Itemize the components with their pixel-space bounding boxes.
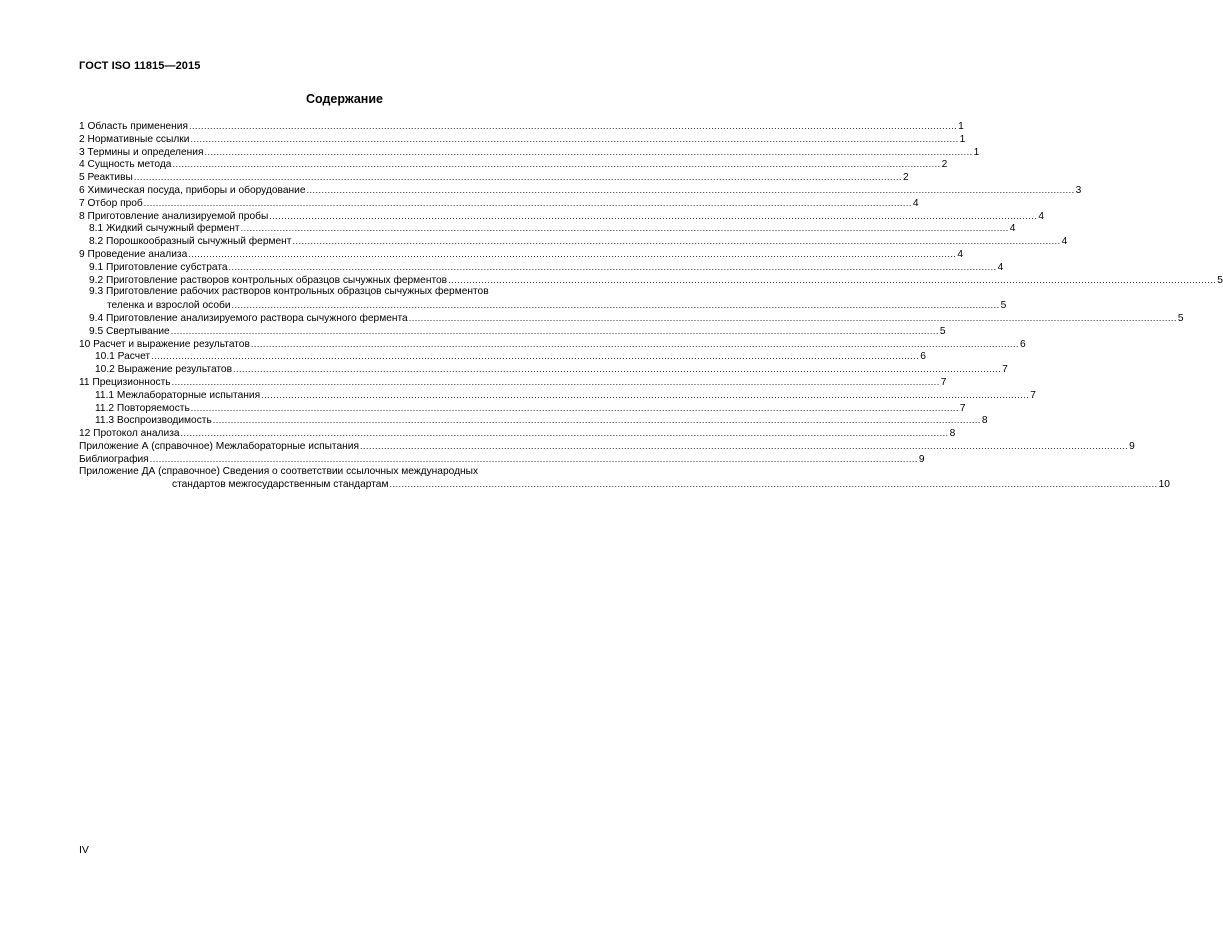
toc-entry[interactable] [79,235,1068,248]
toc-entry-page: 8 [981,415,988,427]
dot-leader [204,146,972,159]
toc-entry-label: 9 Проведение анализа [79,248,188,260]
toc-entry-page: 8 [949,428,956,440]
table-of-contents [79,120,1223,491]
toc-entry-label: теленка и взрослой особи [107,300,231,312]
toc-entry-page: 7 [940,376,947,388]
toc-entry-page: 6 [920,351,926,363]
dot-leader [251,338,1019,351]
toc-entry-page: 4 [912,197,919,209]
dot-leader [233,363,1001,376]
toc-entry-label: 10.2 Выражение результатов [95,364,233,376]
toc-entry-label: 11.1 Межлабораторные испытания [95,389,261,401]
dot-leader [190,133,958,146]
dot-leader [213,414,981,427]
toc-entry-page: 9 [918,453,925,465]
toc-entry-label: 11.3 Воспроизводимость [95,415,212,427]
toc-entry-label: 11 Прецизионность [79,376,171,388]
dot-leader [389,478,1157,491]
toc-entry-page: 4 [957,248,964,260]
toc-entry-label: 7 Отбор проб [79,197,143,209]
toc-entry-page: 7 [1030,389,1036,401]
toc-entry-page: 7 [1002,364,1008,376]
toc-entry-page: 5 [1217,274,1223,286]
toc-entry[interactable] [79,299,1007,312]
dot-leader [181,427,949,440]
toc-entry[interactable] [79,338,1026,351]
dot-leader [448,274,1216,287]
dot-leader [189,120,957,133]
dot-leader [261,389,1029,402]
toc-entry-page: 2 [941,159,948,171]
toc-entry-label: 9.3 Приготовление рабочих растворов контрольных образцов сычужных ферментов [89,286,489,298]
toc-entry[interactable] [79,158,948,171]
dot-leader [191,402,959,415]
toc-entry-label: 10 Расчет и выражение результатов [79,338,250,350]
toc-entry-page: 7 [959,402,966,414]
toc-entry[interactable] [79,146,980,159]
toc-entry-label: 4 Сущность метода [79,159,172,171]
toc-entry-page: 5 [1177,312,1184,324]
toc-entry[interactable] [79,376,947,389]
dot-leader [229,261,997,274]
toc-entry[interactable] [79,248,964,261]
toc-entry-page: 1 [958,121,964,132]
toc-entry-page: 3 [1075,184,1082,196]
toc-entry-page: 5 [1000,300,1007,312]
toc-entry[interactable] [79,286,614,299]
toc-entry-label: 11.2 Повторяемость [95,402,190,414]
dot-leader [151,350,919,363]
page-folio: IV [79,844,89,856]
toc-entry-label: 9.5 Свертывание [89,325,170,337]
toc-entry-label: Приложение А (справочное) Межлабораторные испытания [79,440,359,452]
toc-entry-label: 1 Область применения [79,121,188,132]
toc-entry[interactable] [79,222,1016,235]
toc-entry-label: стандартов межгосударственным стандартам [172,479,389,491]
toc-entry-page: 4 [997,261,1004,273]
toc-entry-label: 9.2 Приготовление растворов контрольных образцов сычужных ферментов [89,274,448,286]
toc-entry-page: 10 [1158,479,1170,491]
toc-entry[interactable] [79,274,1223,287]
dot-leader [269,210,1037,223]
dot-leader [409,312,1177,325]
dot-leader [172,376,940,389]
toc-entry-label: 6 Химическая посуда, приборы и оборудование [79,184,306,196]
toc-entry-label: 9.1 Приготовление субстрата [89,261,228,273]
dot-leader [171,325,939,338]
toc-entry[interactable] [79,120,964,133]
toc-entry-label: 5 Реактивы [79,172,133,184]
toc-entry-label: 8 Приготовление анализируемой пробы [79,210,269,222]
toc-title: Содержание [305,92,383,106]
dot-leader [232,299,1000,312]
dot-leader [241,222,1009,235]
dot-leader [150,453,918,466]
toc-entry[interactable] [79,312,1184,325]
toc-entry[interactable] [79,389,1036,402]
toc-entry[interactable] [79,478,1170,491]
toc-entry-label: Библиография [79,453,149,465]
toc-entry-label: 2 Нормативные ссылки [79,133,190,145]
toc-entry-page: 1 [973,146,980,158]
toc-entry-label: 9.4 Приготовление анализируемого раствора сычужного фермента [89,312,408,324]
dot-leader [134,171,902,184]
dot-leader [306,184,1074,197]
toc-entry-page: 1 [959,133,966,145]
toc-entry[interactable] [79,133,966,146]
toc-entry-label: Приложение ДА (справочное) Сведения о соответствии ссылочных международных [79,465,479,477]
toc-entry[interactable] [79,261,1004,274]
toc-entry[interactable] [79,466,614,479]
toc-entry-page: 4 [1009,223,1016,235]
toc-entry-page: 6 [1020,338,1026,350]
toc-entry-page: 2 [902,172,909,184]
toc-entry-label: 8.1 Жидкий сычужный фермент [89,223,240,235]
toc-entry[interactable] [79,440,1135,453]
toc-entry[interactable] [79,210,1045,223]
toc-entry-page: 4 [1061,236,1068,248]
toc-entry[interactable] [79,325,946,338]
toc-entry[interactable] [79,427,956,440]
toc-entry-label: 3 Термины и определения [79,146,204,158]
toc-entry-page: 5 [939,325,946,337]
dot-leader [172,158,940,171]
toc-entry[interactable] [79,184,1082,197]
toc-entry[interactable] [79,171,909,184]
dot-leader [188,248,956,261]
toc-entry[interactable] [79,363,1008,376]
toc-entry[interactable] [79,453,925,466]
document-code: ГОСТ ISO 11815—2015 [79,60,201,72]
dot-leader [292,235,1060,248]
toc-entry-page: 4 [1038,210,1045,222]
dot-leader [360,440,1128,453]
dot-leader [144,197,912,210]
toc-entry-label: 10.1 Расчет [95,351,151,363]
toc-entry[interactable] [79,414,988,427]
toc-entry[interactable] [79,402,966,415]
toc-entry[interactable] [79,197,919,210]
toc-entry-label: 12 Протокол анализа [79,428,180,440]
toc-entry[interactable] [79,350,926,363]
toc-entry-page: 9 [1129,440,1135,452]
toc-entry-label: 8.2 Порошкообразный сычужный фермент [89,236,292,248]
